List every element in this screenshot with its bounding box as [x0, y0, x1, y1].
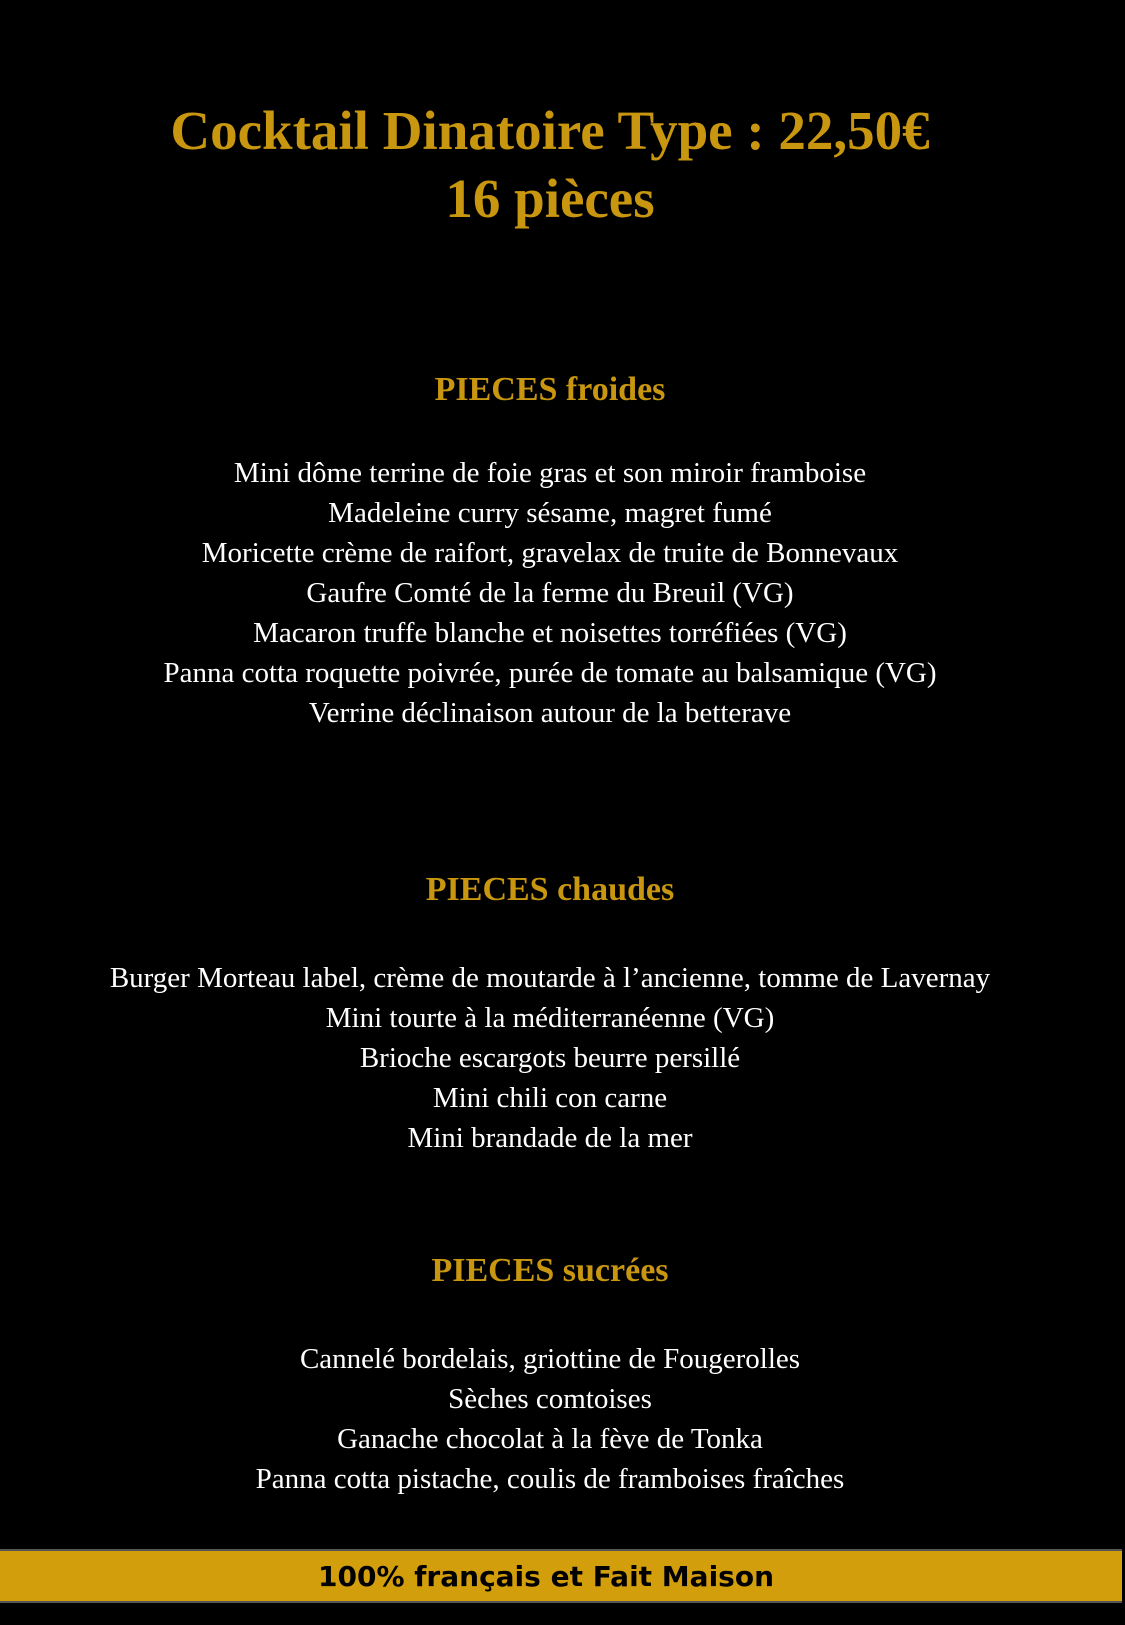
menu-item: Cannelé bordelais, griottine de Fougerolles: [299, 1343, 801, 1375]
page-subtitle: 16 pièces: [445, 168, 655, 229]
menu-item: Panna cotta pistache, coulis de framboises fraîches: [255, 1463, 845, 1495]
menu-item: Macaron truffe blanche et noisettes torréfiées (VG): [253, 617, 847, 649]
section-heading-froides: PIECES froides: [434, 371, 666, 408]
section-heading-chaudes: PIECES chaudes: [425, 871, 675, 908]
menu-list-chaudes: [0, 958, 1100, 1158]
menu-list-froides: [0, 453, 1100, 733]
page-title: Cocktail Dinatoire Type : 22,50€: [170, 100, 930, 161]
menu-item: Mini chili con carne: [432, 1082, 668, 1114]
menu-item: Panna cotta roquette poivrée, purée de tomate au balsamique (VG): [163, 657, 937, 689]
menu-item: Mini brandade de la mer: [407, 1122, 693, 1154]
footer-banner: [0, 1549, 1122, 1603]
menu-list-sucrees: [0, 1339, 1100, 1499]
section-heading-sucrees: PIECES sucrées: [431, 1252, 669, 1289]
menu-item: Verrine déclinaison autour de la betterave: [308, 697, 792, 729]
menu-item: Madeleine curry sésame, magret fumé: [328, 497, 772, 529]
menu-item: Mini dôme terrine de foie gras et son miroir framboise: [233, 457, 867, 489]
menu-item: Gaufre Comté de la ferme du Breuil (VG): [306, 577, 794, 609]
menu-item: Ganache chocolat à la fève de Tonka: [337, 1423, 763, 1455]
menu-item: Sèches comtoises: [448, 1383, 652, 1415]
menu-item: Mini tourte à la méditerranéenne (VG): [325, 1002, 775, 1034]
menu-item: Moricette crème de raifort, gravelax de truite de Bonnevaux: [201, 537, 899, 569]
menu-item: Burger Morteau label, crème de moutarde à l’ancienne, tomme de Lavernay: [109, 962, 991, 994]
footer-text: 100% français et Fait Maison: [318, 1559, 774, 1593]
menu-item: Brioche escargots beurre persillé: [359, 1042, 741, 1074]
